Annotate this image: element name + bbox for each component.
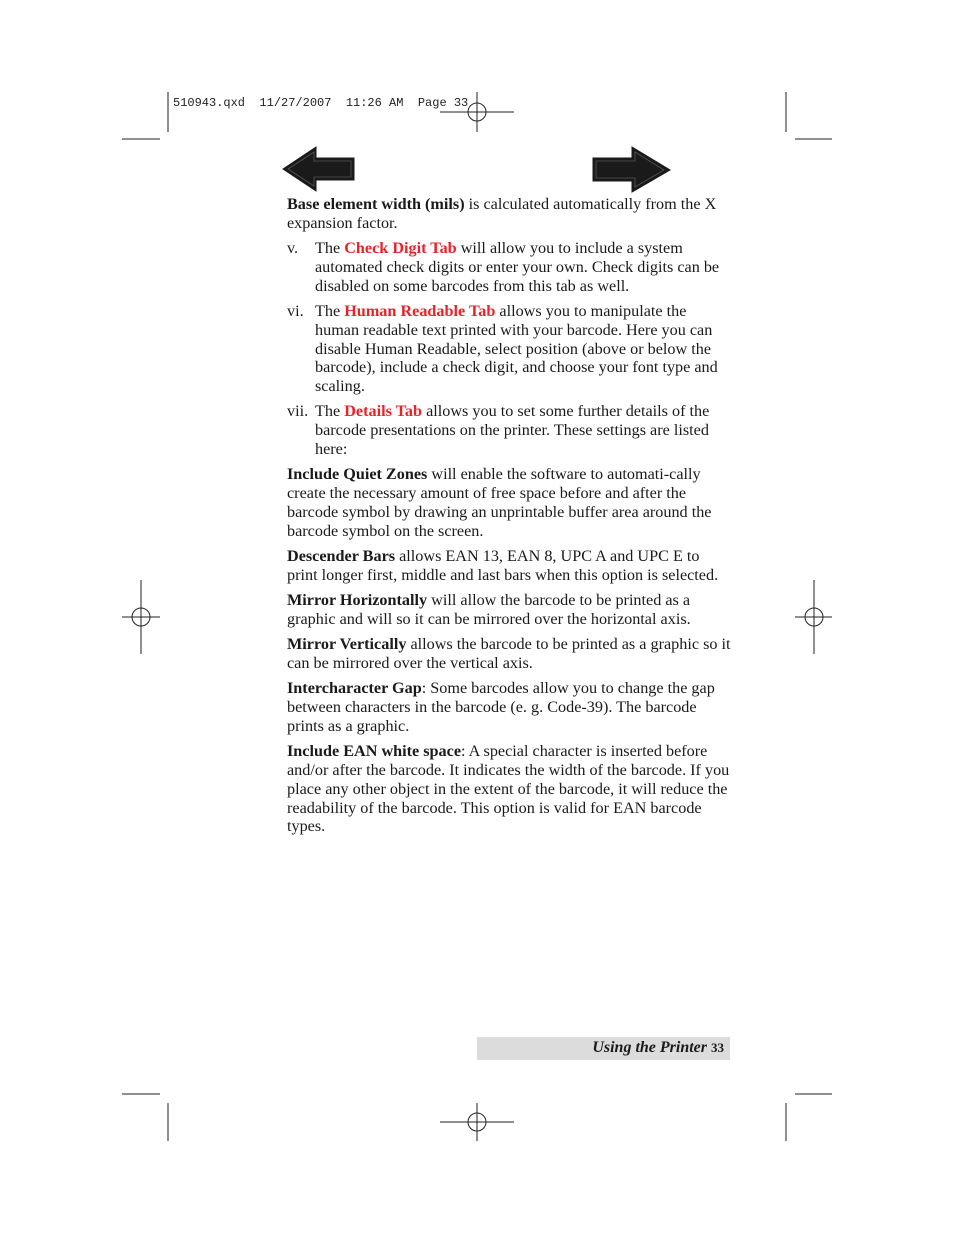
detail-mirror-vertically <box>287 635 732 673</box>
detail-text: : Some barcodes allow you to change the gap between characters in the barcode (e. g. Code-39). The barcode prints as a graphic. <box>287 679 715 735</box>
list-item-text: will allow you to include a system automated check digits or enter your own. Check digits can be disabled on some barcodes from this tab as well. <box>315 239 720 295</box>
list-item-details <box>287 402 732 458</box>
list-item-number: v. <box>287 239 299 258</box>
detail-term: Descender Bars <box>287 547 396 566</box>
list-item-text: allows you to manipulate the human readable text printed with your barcode. Here you can disable Human Readable, select position (above or below the barcode), include a check digit, and choose your font type and scaling. <box>315 301 718 396</box>
list-item-number: vii. <box>287 402 309 421</box>
list-item-prefix: The <box>315 301 345 320</box>
detail-descender-bars <box>287 547 732 585</box>
detail-quiet-zones <box>287 465 732 540</box>
human-readable-tab-link[interactable]: Human Readable Tab <box>344 301 496 320</box>
page-number: 33 <box>711 1040 724 1055</box>
list-item-prefix: The <box>315 239 345 258</box>
detail-term: Mirror Vertically <box>287 635 407 654</box>
intro-paragraph <box>287 195 732 233</box>
left-arrow-icon[interactable] <box>282 146 356 192</box>
detail-term: Include EAN white space <box>287 742 462 761</box>
detail-term: Include Quiet Zones <box>287 465 428 484</box>
right-arrow-icon[interactable] <box>592 146 672 194</box>
list-item-number: vi. <box>287 301 304 320</box>
details-tab-link[interactable]: Details Tab <box>344 402 423 421</box>
detail-intercharacter-gap <box>287 679 732 735</box>
page-content <box>287 195 732 843</box>
list-item-text: allows you to set some further details of the barcode presentations on the printer. These settings are listed here: <box>315 402 710 459</box>
list-item-human-readable <box>287 302 732 396</box>
detail-text: allows EAN 13, EAN 8, UPC A and UPC E to print longer first, middle and last bars when this option is selected. <box>287 547 719 584</box>
detail-ean-white-space <box>287 742 732 836</box>
footer-label <box>592 1039 724 1057</box>
detail-term: Mirror Horizontally <box>287 591 428 610</box>
detail-mirror-horizontally <box>287 591 732 629</box>
intro-term: Base element width (mils) <box>287 195 465 213</box>
detail-text: allows the barcode to be printed as a graphic so it can be mirrored over the vertical axis. <box>287 635 731 673</box>
print-slug: 510943.qxd 11/27/2007 11:26 AM Page 33 <box>173 96 469 110</box>
detail-term: Intercharacter Gap <box>287 679 422 698</box>
detail-text: : A special character is inserted before and/or after the barcode. It indicates the width of the barcode. If you place any other object in the extent of the barcode, it will reduce the readability of the barcode. This option is valid for EAN barcode types. <box>287 742 730 836</box>
list-item-check-digit <box>287 239 732 295</box>
footer-section-title: Using the Printer <box>592 1039 707 1056</box>
detail-text: will enable the software to automati-cally create the necessary amount of free space before and after the barcode symbol by drawing an unprintable buffer area around the barcode symbol on the screen. <box>287 465 712 540</box>
check-digit-tab-link[interactable]: Check Digit Tab <box>344 239 457 258</box>
detail-text: will allow the barcode to be printed as a graphic and will so it can be mirrored over the horizontal axis. <box>287 591 691 628</box>
page-footer <box>477 1037 730 1060</box>
list-item-prefix: The <box>315 402 345 421</box>
intro-text: is calculated automatically from the X expansion factor. <box>287 195 717 232</box>
